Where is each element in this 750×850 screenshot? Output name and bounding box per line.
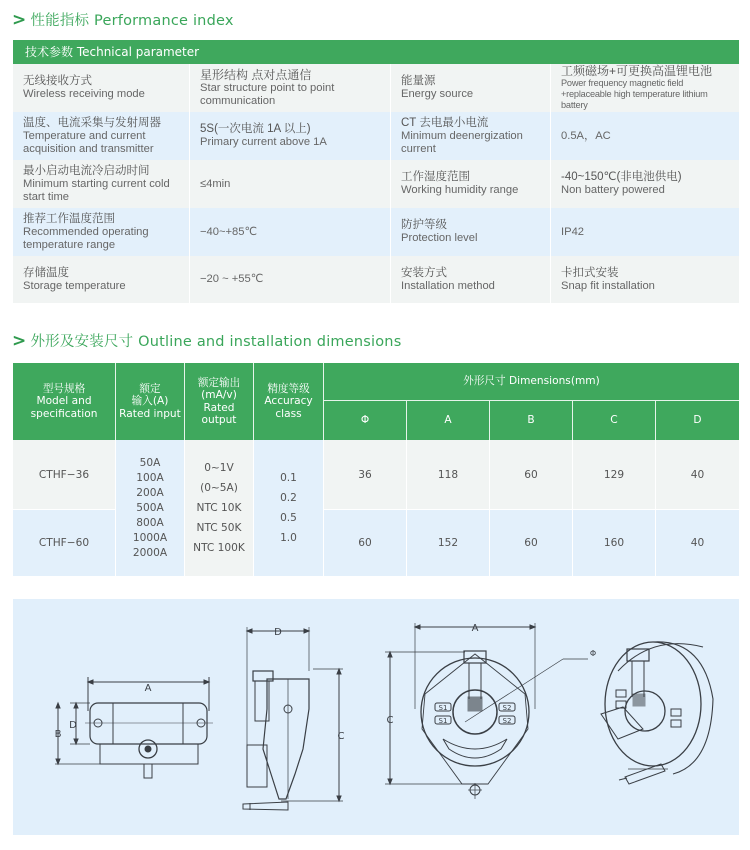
rated-output-value: 0~1V	[204, 462, 234, 474]
dim-cell: 60	[490, 440, 573, 509]
chevron-right-icon: >	[12, 9, 27, 30]
param-label	[13, 160, 190, 208]
header-a: A	[407, 401, 490, 440]
accuracy-value: 1.0	[280, 532, 297, 544]
param-label	[391, 256, 551, 303]
param-label	[13, 112, 190, 160]
dim-cell: 118	[407, 440, 490, 509]
param-label	[391, 160, 551, 208]
accuracy-value: 0.5	[280, 512, 297, 524]
model-cell: CTHF−36	[13, 440, 115, 509]
drawings-svg	[13, 599, 739, 835]
dimension-columns	[324, 401, 739, 440]
param-value	[190, 160, 391, 208]
dimensions-table-body	[13, 440, 739, 576]
front-view-drawing	[243, 627, 345, 810]
value-en: Primary current above 1A	[200, 136, 327, 148]
dim-label-d: D	[274, 627, 282, 638]
rated-output-column	[185, 440, 254, 576]
tech-row	[13, 256, 739, 303]
terminal-label-s2: S2	[502, 717, 512, 725]
label-en: Storage temperature	[23, 279, 126, 292]
ring-isometric-drawing	[601, 642, 713, 784]
rated-input-column	[116, 440, 185, 576]
value-en: IP42	[561, 225, 585, 238]
param-value	[190, 208, 391, 256]
rated-input-value: 500A	[136, 501, 164, 514]
dimensions-title: 外形尺寸 Dimensions(mm)	[324, 363, 739, 401]
rated-input-value: 50A	[139, 456, 161, 469]
value-zh: -40~150℃(非电池供电)	[561, 171, 682, 183]
value-zh: 5S(一次电流 1A 以上)	[200, 123, 311, 135]
side-view-drawing	[55, 677, 213, 778]
dim-label-c: C	[337, 731, 345, 742]
param-value	[190, 256, 391, 303]
label-zh: 存储温度	[23, 266, 69, 279]
param-value	[190, 64, 391, 112]
label-zh: 无线接收方式	[23, 75, 92, 87]
label-zh: 安装方式	[401, 266, 447, 279]
header-accuracy	[254, 363, 324, 440]
accuracy-column	[254, 440, 324, 576]
outline-section-title	[12, 330, 401, 351]
header-text: (mA/v)	[201, 389, 237, 401]
header-phi: Φ	[324, 401, 407, 440]
label-zh: 工作湿度范围	[401, 171, 470, 183]
param-label	[13, 256, 190, 303]
rated-output-value: NTC 10K	[196, 502, 242, 514]
label-en: Protection level	[401, 232, 478, 244]
value-en: Non battery powered	[561, 184, 665, 196]
dim-cell: 60	[490, 509, 573, 576]
rated-input-value: 2000A	[132, 546, 168, 559]
header-model	[13, 363, 116, 440]
param-value	[551, 112, 739, 160]
rated-input-value: 1000A	[132, 531, 168, 544]
tech-row	[13, 208, 739, 256]
label-en: Wireless receiving mode	[23, 88, 145, 100]
tech-row	[13, 160, 739, 208]
dimensions-table	[13, 363, 739, 576]
value-zh: 卡扣式安装	[561, 266, 619, 279]
param-label	[391, 64, 551, 112]
value-zh: 工频磁场+可更换高温锂电池	[561, 64, 713, 78]
label-zh: 防护等级	[401, 219, 447, 231]
label-zh: 最小启动电流冷启动时间	[23, 164, 150, 177]
dimension-values	[324, 440, 739, 576]
header-text: specification	[30, 407, 98, 420]
header-rated-output	[185, 363, 254, 440]
dim-cell: 40	[656, 440, 739, 509]
value-en: −40~+85℃	[200, 225, 258, 238]
dim-cell: 160	[573, 509, 656, 576]
terminal-label-s1: S1	[438, 704, 448, 712]
header-text: Model and	[36, 395, 92, 408]
dim-cell: 129	[573, 440, 656, 509]
value-en: Power frequency magnetic field +replaceable high temperature lithium battery	[561, 78, 708, 110]
header-text: 输入(A)	[131, 395, 169, 408]
model-cell: CTHF−60	[13, 509, 115, 576]
dim-cell: 40	[656, 509, 739, 576]
header-text: class	[275, 407, 302, 420]
dim-cell: 152	[407, 509, 490, 576]
label-en: Temperature and current acquisition and transmitter	[23, 129, 154, 155]
value-en: −20 ~ +55℃	[200, 273, 264, 285]
technical-drawings-panel	[13, 599, 739, 835]
label-en: Working humidity range	[401, 184, 519, 196]
model-column	[13, 440, 116, 576]
dim-cell: 60	[324, 509, 407, 576]
outline-title-text: 外形及安装尺寸 Outline and installation dimensions	[30, 334, 402, 350]
dim-label-d: D	[69, 720, 77, 731]
header-d: D	[693, 414, 702, 427]
param-label	[391, 112, 551, 160]
accuracy-value: 0.1	[280, 472, 297, 484]
dim-label-phi: Φ	[589, 649, 597, 658]
header-rated-input	[116, 363, 185, 440]
header-text: output	[201, 414, 237, 426]
technical-parameter-header: 技术参数 Technical parameter	[13, 40, 739, 64]
param-value	[551, 208, 739, 256]
value-zh: 星形结构 点对点通信	[200, 67, 312, 82]
rated-output-value: NTC 50K	[196, 522, 242, 534]
header-text: 精度等级	[267, 382, 310, 395]
performance-section-title	[12, 9, 234, 30]
param-value	[190, 112, 391, 160]
label-zh: 温度、电流采集与发射周器	[23, 116, 161, 129]
param-value	[551, 64, 739, 112]
param-label	[13, 64, 190, 112]
rated-input-value: 200A	[136, 486, 164, 499]
header-c: C	[573, 401, 656, 440]
label-en: Recommended operating temperature range	[23, 225, 149, 251]
label-en: Minimum deenergization current	[401, 129, 523, 155]
chevron-right-icon: >	[12, 330, 27, 351]
header-b: B	[490, 401, 573, 440]
label-en: Installation method	[401, 279, 495, 292]
dimensions-table-header	[13, 363, 739, 440]
param-label	[391, 208, 551, 256]
label-zh: 能量源	[401, 75, 436, 87]
header-text: Accuracy	[264, 395, 313, 408]
rated-output-value: NTC 100K	[193, 542, 245, 554]
value-en: Star structure point to point communication	[200, 81, 335, 107]
rated-input-value: 100A	[136, 471, 164, 484]
dim-label-a: A	[471, 623, 479, 634]
rated-output-value: (0~5A)	[200, 482, 238, 494]
terminal-label-s2: S2	[502, 704, 512, 712]
ring-front-view-drawing	[385, 623, 596, 799]
technical-parameter-table	[13, 40, 739, 303]
header-text: 型号规格	[42, 382, 86, 395]
performance-title-text: 性能指标 Performance index	[30, 13, 234, 29]
header-dimensions	[324, 363, 739, 440]
value-en: Snap fit installation	[561, 279, 655, 292]
header-text: Rated	[203, 401, 235, 414]
dim-label-b: B	[54, 729, 62, 740]
dim-label-a: A	[144, 683, 152, 694]
terminal-label-s1: S1	[438, 717, 448, 725]
label-en: Energy source	[401, 88, 474, 100]
header-text: Rated input	[119, 407, 181, 420]
header-text: 额定输出	[197, 376, 241, 389]
label-en: Minimum starting current cold start time	[23, 177, 170, 203]
param-label	[13, 208, 190, 256]
dim-label-c: C	[386, 715, 394, 726]
label-zh: 推荐工作温度范围	[23, 212, 115, 225]
dim-cell: 36	[324, 440, 407, 509]
value-en: 0.5A，AC	[561, 129, 611, 142]
tech-row	[13, 64, 739, 112]
accuracy-value: 0.2	[280, 492, 297, 504]
param-value	[551, 160, 739, 208]
tech-row	[13, 112, 739, 160]
rated-input-value: 800A	[136, 516, 164, 529]
header-text: 额定	[139, 382, 161, 395]
label-zh: CT 去电最小电流	[401, 116, 489, 129]
param-value	[551, 256, 739, 303]
value-en: ≤4min	[200, 177, 231, 190]
